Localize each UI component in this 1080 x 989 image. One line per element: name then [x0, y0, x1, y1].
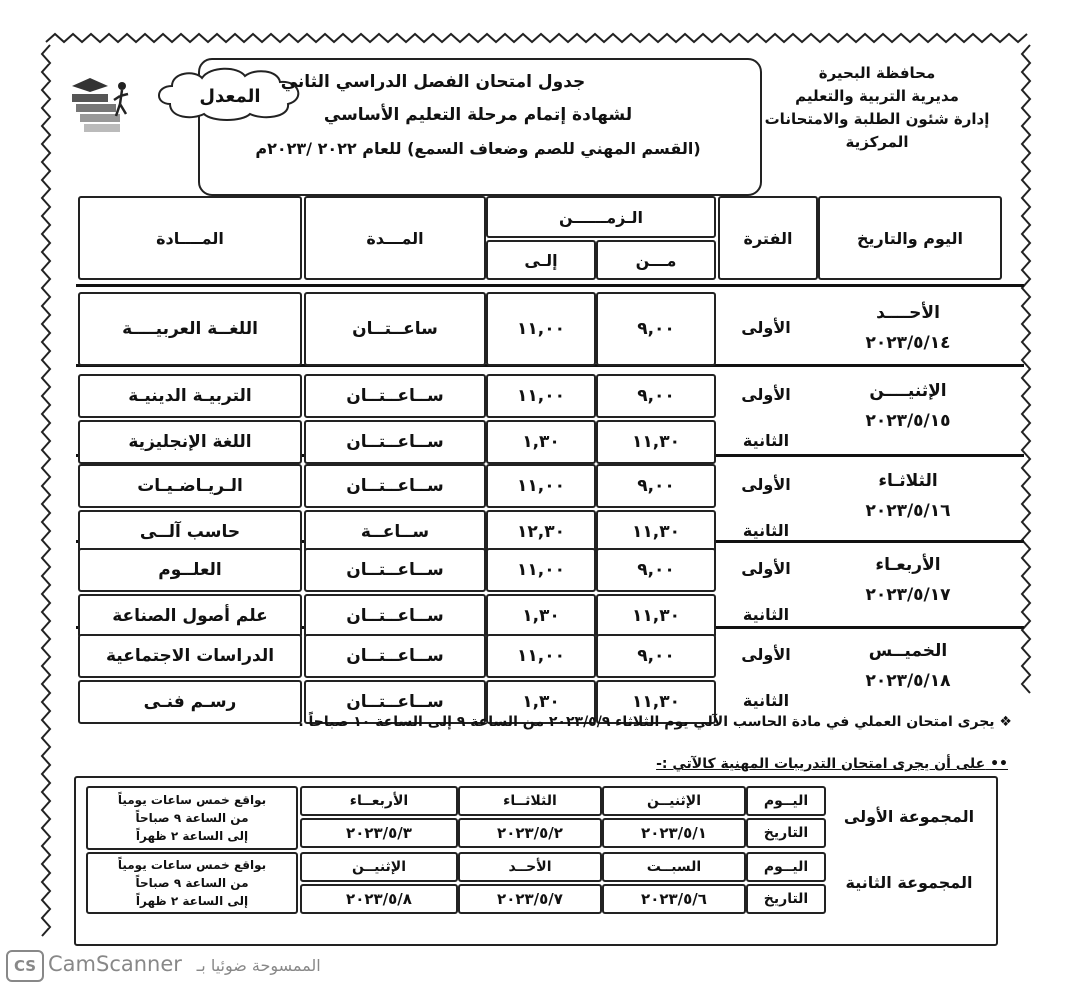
header-duration: المـــدة — [304, 196, 486, 280]
day-date-cell — [818, 298, 998, 358]
subject-cell: العلــوم — [78, 548, 302, 592]
time-from-cell: ١١,٣٠ — [596, 594, 716, 638]
training-date-cell: ٢٠٢٣/٥/٦ — [602, 884, 746, 914]
time-to-cell: ١١,٠٠ — [486, 374, 596, 418]
training-day-cell: الإثنيــن — [300, 852, 458, 882]
training-date-cell: ٢٠٢٣/٥/٣ — [300, 818, 458, 848]
period-cell: الثانية — [742, 430, 790, 450]
period-cell: الثانية — [742, 604, 790, 624]
department-name: إدارة شئون الطلبة والامتحانات — [764, 110, 990, 128]
document-title — [198, 66, 758, 165]
group-name: المجموعة الأولى — [843, 806, 975, 826]
time-from-cell: ١١,٣٠ — [596, 510, 716, 554]
duration-cell: ســاعــتــان — [304, 420, 486, 464]
day-name: الخميــس — [868, 641, 948, 661]
period-cell: الأولى — [741, 644, 791, 664]
exam-date: ٢٠٢٣/٥/١٨ — [865, 671, 951, 691]
department-name-cont: المركزية — [845, 133, 909, 151]
note-practical — [298, 714, 1012, 730]
day-name: الإثنيــــن — [869, 381, 947, 401]
training-hours-line: من الساعة ٩ صباحاً — [135, 811, 249, 825]
directorate-name: مديرية التربية والتعليم — [795, 87, 959, 105]
training-hours-line: إلى الساعة ٢ ظهراً — [135, 894, 249, 908]
title-line-1: جدول امتحان الفصل الدراسي الثاني — [280, 72, 586, 92]
duration-cell: ســاعــتــان — [304, 634, 486, 678]
title-line-2: لشهادة إتمام مرحلة التعليم الأساسي — [323, 105, 633, 125]
note-training-text: على أن يجرى امتحان التدريبات المهنية كالآتي :- — [656, 756, 986, 772]
duration-cell: ســاعــة — [304, 510, 486, 554]
header-to: إلـى — [486, 240, 596, 280]
note-star-icon: ❖ — [994, 714, 1012, 730]
time-to-cell: ١,٣٠ — [486, 594, 596, 638]
duration-cell: ســاعــتــان — [304, 594, 486, 638]
note-practical-text: يجرى امتحان العملي في مادة الحاسب الآلي يوم الثلاثاء ٢٠٢٣/٥/٩ من الساعة ٩ إلى الساعة ١٠ صباحاً . — [298, 714, 995, 730]
revised-badge: المعدل — [199, 86, 261, 107]
training-hours-line: من الساعة ٩ صباحاً — [135, 876, 249, 890]
row-label-day: اليــوم — [746, 786, 826, 816]
period-cell: الثانية — [742, 520, 790, 540]
training-hours-line: بواقع خمس ساعات يومياً — [117, 793, 267, 807]
time-to-cell: ١١,٠٠ — [486, 634, 596, 678]
time-from-cell: ١١,٣٠ — [596, 420, 716, 464]
time-from-cell: ١١,٣٠ — [596, 680, 716, 724]
period-cell: الثانية — [742, 690, 790, 710]
governorate-name: محافظة البحيرة — [818, 64, 936, 82]
header-period: الفترة — [718, 196, 818, 280]
training-date-cell: ٢٠٢٣/٥/٨ — [300, 884, 458, 914]
time-from-cell: ٩,٠٠ — [596, 374, 716, 418]
duration-cell: ســاعــتــان — [304, 464, 486, 508]
exam-date: ٢٠٢٣/٥/١٧ — [865, 585, 951, 605]
training-hours-line: إلى الساعة ٢ ظهراً — [135, 829, 249, 843]
exam-date: ٢٠٢٣/٥/١٥ — [865, 411, 951, 431]
note-training — [656, 756, 1008, 772]
duration-cell: ســاعــتــان — [304, 548, 486, 592]
period-cell: الأولى — [741, 317, 791, 337]
training-day-cell: الإثنيــن — [602, 786, 746, 816]
exam-date: ٢٠٢٣/٥/١٤ — [865, 333, 951, 353]
subject-cell: علم أصول الصناعة — [78, 594, 302, 638]
day-name: الأربعـاء — [875, 555, 941, 575]
training-day-cell: الأحــد — [458, 852, 602, 882]
note-bullet-icon: •• — [985, 756, 1008, 772]
training-day-cell: الثلاثــاء — [458, 786, 602, 816]
training-date-cell: ٢٠٢٣/٥/٧ — [458, 884, 602, 914]
day-date-cell — [818, 550, 998, 610]
time-to-cell: ١١,٠٠ — [486, 292, 596, 366]
title-line-3: (القسم المهني للصم وضعاف السمع) للعام ٢٠٢٢ /٢٠٢٣م — [255, 139, 701, 158]
header-from: مـــن — [596, 240, 716, 280]
training-date-cell: ٢٠٢٣/٥/٢ — [458, 818, 602, 848]
time-to-cell: ١,٣٠ — [486, 680, 596, 724]
duration-cell: ساعــتــان — [304, 292, 486, 366]
time-from-cell: ٩,٠٠ — [596, 634, 716, 678]
day-divider — [76, 284, 1024, 287]
day-date-cell — [818, 466, 998, 526]
period-cell: الأولى — [741, 558, 791, 578]
day-name: الثلاثـاء — [878, 471, 938, 491]
header-subject: المــــادة — [78, 196, 302, 280]
camscanner-watermark — [48, 952, 321, 976]
period-cell: الأولى — [741, 474, 791, 494]
camscanner-brand: CamScanner — [48, 952, 182, 976]
training-hours-line: بواقع خمس ساعات يومياً — [117, 858, 267, 872]
header-day-date: اليوم والتاريخ — [818, 196, 1002, 280]
duration-cell: ســاعــتــان — [304, 680, 486, 724]
subject-cell: رسـم فنـى — [78, 680, 302, 724]
time-to-cell: ١,٣٠ — [486, 420, 596, 464]
subject-cell: حاسب آلــى — [78, 510, 302, 554]
time-to-cell: ١٢,٣٠ — [486, 510, 596, 554]
subject-cell: الدراسات الاجتماعية — [78, 634, 302, 678]
camscanner-caption: الممسوحة ضوئيا بـ — [196, 956, 321, 975]
training-hours — [86, 786, 298, 850]
group-name: المجموعة الثانية — [845, 872, 973, 892]
duration-cell: ســاعــتــان — [304, 374, 486, 418]
period-cell: الأولى — [741, 384, 791, 404]
subject-cell: اللغة الإنجليزية — [78, 420, 302, 464]
time-from-cell: ٩,٠٠ — [596, 292, 716, 366]
subject-cell: اللغــة العربيــــة — [78, 292, 302, 366]
time-to-cell: ١١,٠٠ — [486, 464, 596, 508]
training-day-cell: الأربعــاء — [300, 786, 458, 816]
training-hours — [86, 852, 298, 914]
ministry-logo — [66, 72, 136, 138]
training-date-cell: ٢٠٢٣/٥/١ — [602, 818, 746, 848]
time-to-cell: ١١,٠٠ — [486, 548, 596, 592]
row-label-date: التاريخ — [746, 818, 826, 848]
day-date-cell — [818, 636, 998, 696]
time-from-cell: ٩,٠٠ — [596, 464, 716, 508]
camscanner-logo: CS — [6, 950, 44, 982]
time-from-cell: ٩,٠٠ — [596, 548, 716, 592]
header-time: الـزمــــــن — [486, 196, 716, 238]
row-label-date: التاريخ — [746, 884, 826, 914]
day-date-cell — [818, 376, 998, 436]
training-day-cell: السبــت — [602, 852, 746, 882]
authority-header — [742, 62, 1012, 154]
subject-cell: الـريـاضـيـات — [78, 464, 302, 508]
row-label-day: اليــوم — [746, 852, 826, 882]
exam-date: ٢٠٢٣/٥/١٦ — [865, 501, 951, 521]
subject-cell: التربيـة الدينيـة — [78, 374, 302, 418]
day-name: الأحــــد — [876, 303, 940, 323]
